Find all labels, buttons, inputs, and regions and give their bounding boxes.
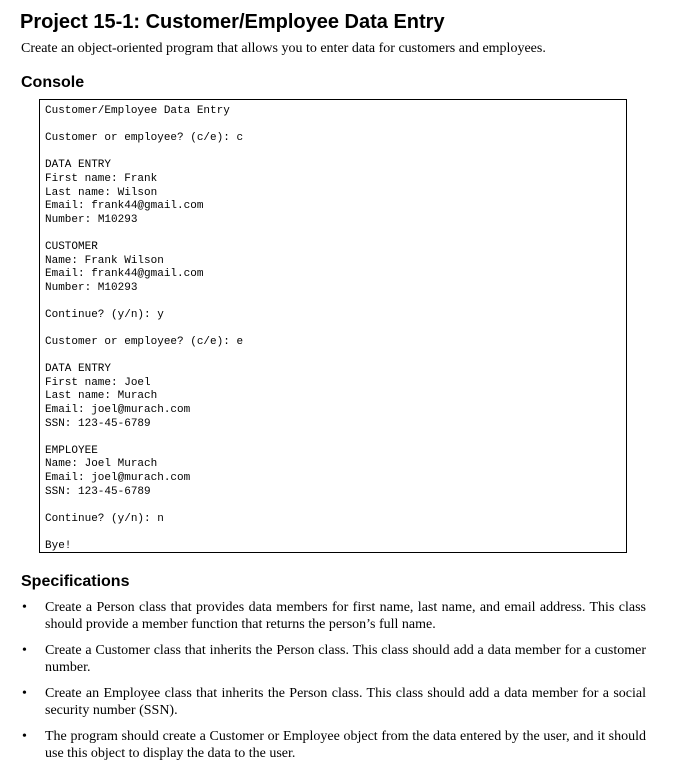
console-text-line: Name: Joel Murach (45, 458, 158, 471)
console-user-input: 123-45-6789 (78, 417, 151, 430)
console-blank-line (45, 499, 626, 513)
console-text-line: Email: joel@murach.com (45, 472, 191, 485)
console-blank-line (45, 119, 626, 133)
bullet-icon: • (22, 600, 27, 615)
console-prompt: Last name: (45, 186, 118, 199)
console-prompt: First name: (45, 376, 125, 389)
console-blank-line (45, 323, 626, 337)
console-user-input: Frank (124, 172, 158, 185)
bullet-icon: • (22, 729, 27, 744)
console-user-input: e (236, 336, 244, 349)
bullet-icon: • (22, 643, 27, 658)
console-user-input: joel@murach.com (91, 404, 191, 417)
console-prompt-line (45, 214, 626, 228)
console-blank-line (45, 431, 626, 445)
console-prompt-line (45, 418, 626, 432)
specifications-list (22, 599, 646, 771)
specification-item (22, 728, 646, 762)
console-prompt-line (45, 377, 626, 391)
console-text-line: DATA ENTRY (45, 363, 112, 376)
console-prompt-line (45, 173, 626, 187)
console-blank-line (45, 526, 626, 540)
specification-item (22, 642, 646, 676)
console-prompt: Email: (45, 404, 92, 417)
console-blank-line (45, 350, 626, 364)
console-blank-line (45, 146, 626, 160)
console-text-line: Bye! (45, 540, 72, 552)
console-prompt: Email: (45, 200, 92, 213)
bullet-icon: • (22, 686, 27, 701)
console-text-line: Customer/Employee Data Entry (45, 105, 230, 117)
console-user-input: frank44@gmail.com (91, 200, 204, 213)
page-title: Project 15-1: Customer/Employee Data Entry (20, 11, 445, 33)
console-user-input: Murach (117, 390, 158, 403)
console-text-line: CUSTOMER (45, 240, 98, 253)
console-blank-line (45, 227, 626, 241)
specification-item (22, 599, 646, 633)
console-prompt: Continue? (y/n): (45, 512, 158, 525)
console-prompt-line (45, 187, 626, 201)
console-text-line: SSN: 123-45-6789 (45, 485, 151, 498)
console-prompt: Last name: (45, 390, 118, 403)
specification-text: Create a Person class that provides data members for first name, last name, and email address. This class should provide a member function that returns the person’s full name. (45, 600, 646, 632)
console-blank-line (45, 295, 626, 309)
specification-text: Create a Customer class that inherits the Person class. This class should add a data member for a customer number. (45, 643, 646, 675)
console-user-input: Wilson (117, 186, 158, 199)
console-text-line: EMPLOYEE (45, 444, 98, 457)
console-prompt: First name: (45, 172, 125, 185)
console-prompt: Continue? (y/n): (45, 308, 158, 321)
console-text-line: Name: Frank Wilson (45, 254, 164, 267)
console-user-input: c (236, 132, 244, 145)
console-prompt-line (45, 390, 626, 404)
console-prompt-line (45, 513, 626, 527)
console-prompt-line (45, 336, 626, 350)
specification-text: The program should create a Customer or Employee object from the data entered by the user, and it should use this object to display the data to the user. (45, 729, 646, 761)
console-prompt-line (45, 309, 626, 323)
intro-paragraph: Create an object-oriented program that allows you to enter data for customers and employees. (21, 41, 546, 56)
console-user-input: M10293 (97, 213, 138, 226)
specification-item (22, 685, 646, 719)
console-heading: Console (21, 74, 85, 91)
console-user-input: y (157, 308, 164, 321)
console-prompt: Customer or employee? (c/e): (45, 336, 237, 349)
console-user-input: Joel (124, 376, 151, 389)
specification-text: Create an Employee class that inherits the Person class. This class should add a data member for a social security number (SSN). (45, 686, 646, 718)
specifications-heading: Specifications (21, 573, 130, 590)
console-prompt-line (45, 132, 626, 146)
console-output (39, 99, 627, 553)
console-prompt: SSN: (45, 417, 79, 430)
console-prompt: Customer or employee? (c/e): (45, 132, 237, 145)
console-user-input: n (157, 512, 164, 525)
console-prompt-line (45, 200, 626, 214)
console-text-line: DATA ENTRY (45, 159, 112, 172)
console-prompt-line (45, 404, 626, 418)
console-text-line: Email: frank44@gmail.com (45, 268, 204, 281)
console-prompt: Number: (45, 213, 98, 226)
console-text-line: Number: M10293 (45, 281, 138, 294)
